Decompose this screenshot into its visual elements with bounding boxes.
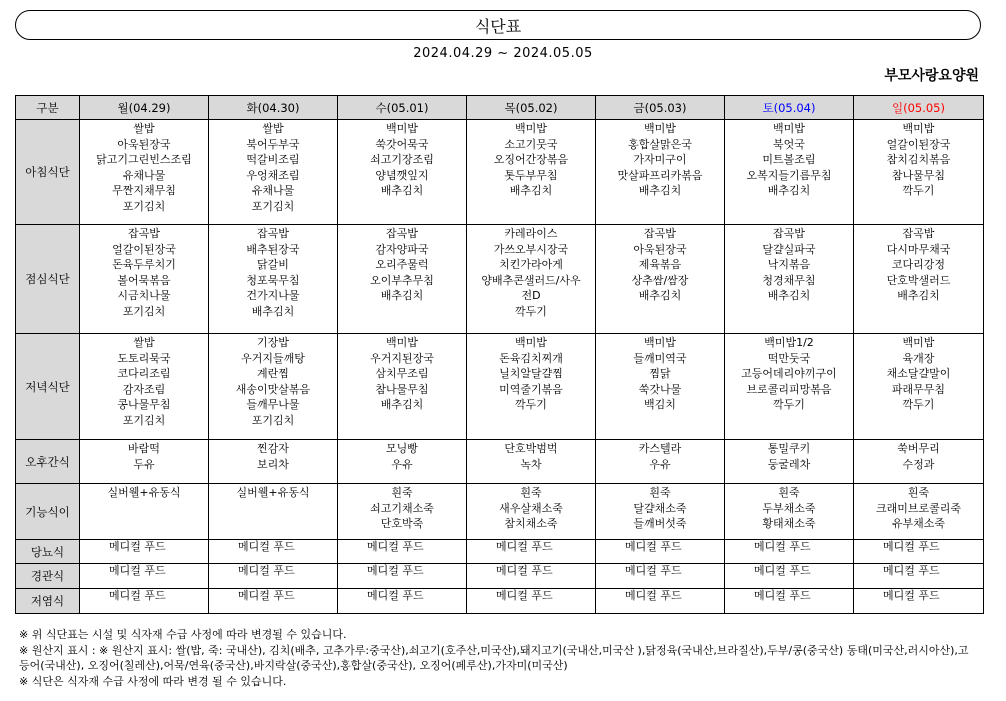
- menu-item: 단호박범벅: [504, 442, 558, 455]
- menu-item: 코다리강정: [891, 258, 946, 271]
- menu-item: 들깨미역국: [633, 351, 687, 365]
- menu-cell: [338, 334, 467, 440]
- menu-item: 무짠지채무침: [112, 184, 176, 197]
- meal-row: [16, 334, 984, 440]
- menu-cell: [854, 334, 984, 440]
- menu-item: 미트볼조림: [762, 153, 816, 166]
- menu-item: 오복지들기름무침: [746, 168, 832, 182]
- menu-item: 포기김치: [251, 413, 295, 427]
- menu-item: 돈육김치찌개: [499, 351, 563, 365]
- menu-item: 오리주물럭: [375, 258, 429, 271]
- notes: [19, 627, 979, 689]
- menu-item: 찐감자: [257, 442, 289, 455]
- menu-cell: [467, 225, 596, 334]
- menu-item: 달걀채소죽: [633, 501, 687, 515]
- menu-item: 양배추콘샐러드/사우: [481, 273, 581, 287]
- menu-item: 유채나물: [122, 168, 166, 182]
- menu-item: 북엇국: [773, 137, 805, 151]
- menu-cell: [854, 484, 984, 540]
- menu-item: 둥굴레차: [767, 457, 811, 471]
- menu-item: 들깨버섯죽: [633, 517, 687, 530]
- menu-item: 파래무무침: [891, 382, 946, 396]
- menu-item: 배추김치: [380, 289, 424, 302]
- menu-item: 얼갈이된장국: [886, 137, 951, 151]
- menu-item: 백미밥: [386, 336, 418, 349]
- meal-row: [16, 440, 984, 484]
- menu-item: 백미밥1/2: [764, 336, 814, 349]
- medical-food-cell: 메디컬 푸드: [209, 564, 338, 589]
- day-header-sunday: 일(05.05): [854, 96, 984, 120]
- menu-item: 시금치나물: [117, 289, 171, 302]
- menu-item: 흰죽: [649, 486, 671, 499]
- menu-item: 새송이맛살볶음: [235, 382, 311, 396]
- menu-item: 흰죽: [520, 486, 542, 499]
- menu-item: 오징어간장볶음: [493, 153, 569, 166]
- menu-item: 얼갈이된장국: [112, 242, 176, 256]
- menu-item: 아욱된장국: [633, 242, 687, 256]
- menu-item: 백미밥: [386, 122, 418, 135]
- menu-item: 잡곡밥: [128, 227, 160, 240]
- medical-food-cell: 메디컬 푸드: [725, 540, 854, 564]
- menu-cell: [338, 484, 467, 540]
- menu-item: 감자양파국: [375, 242, 429, 256]
- menu-item: 실버웰+유동식: [107, 486, 181, 499]
- medical-food-cell: 메디컬 푸드: [338, 540, 467, 564]
- menu-item: 아욱된장국: [117, 137, 171, 151]
- menu-item: 배추김치: [380, 398, 424, 411]
- menu-item: 들깨무나물: [246, 398, 300, 411]
- menu-cell: [596, 484, 725, 540]
- menu-item: 쑥갓나물: [638, 382, 682, 396]
- medical-food-cell: 메디컬 푸드: [854, 589, 984, 614]
- note-line: ※ 위 식단표는 시설 및 식자재 수급 사정에 따라 변경될 수 있습니다.: [19, 628, 347, 641]
- menu-item: 유부채소죽: [891, 517, 946, 530]
- menu-item: 크래미브로콜리죽: [875, 501, 961, 515]
- note-line: ※ 식단은 식자재 수급 사정에 따라 변경 될 수 있습니다.: [19, 674, 287, 688]
- menu-item: 포기김치: [122, 304, 166, 318]
- menu-item: 배추김치: [509, 184, 553, 197]
- menu-item: 쑥갓어묵국: [375, 137, 429, 151]
- menu-item: 가자미구이: [633, 153, 687, 166]
- meal-row: [16, 225, 984, 334]
- menu-item: 실버웰+유동식: [236, 486, 310, 499]
- menu-item: 잡곡밥: [644, 227, 676, 240]
- menu-cell: [725, 484, 854, 540]
- menu-item: 찜닭: [649, 367, 671, 380]
- menu-item: 우유: [649, 457, 671, 471]
- menu-item: 참치김치볶음: [886, 153, 951, 166]
- medical-food-cell: 메디컬 푸드: [80, 540, 209, 564]
- special-diet-row: [16, 589, 984, 614]
- menu-item: 고등어데리야끼구이: [741, 367, 837, 380]
- menu-item: 전D: [521, 289, 541, 302]
- menu-item: 홍합살맑은국: [628, 137, 692, 151]
- menu-item: 잡곡밥: [257, 227, 289, 240]
- menu-item: 브로콜리피망볶음: [746, 382, 832, 396]
- menu-cell: [80, 225, 209, 334]
- menu-item: 청포묵무침: [246, 273, 300, 287]
- menu-item: 쇠고기채소죽: [370, 501, 434, 515]
- menu-item: 콩나물무침: [117, 398, 171, 411]
- note-line: ※ 원산지 표시 : ※ 원산지 표시: 쌀(밥, 죽: 국내산), 김치(배추, 고추가루:중국산),쇠고기(호주산,미국산),돼지고기(국내산,미국산 ),닭정육(국내산,브라질산),두부/콩(중국산) 동태(미국산,러시아산),고등어(국내산), 오징어(칠레산),어묵/연육(중국산),바지락살(중국산),홍합살(중국산), 오징어(페루산),가자미(미국산): [19, 643, 969, 672]
- menu-item: 제육볶음: [638, 258, 682, 271]
- menu-item: 가쓰오부시장국: [493, 242, 569, 256]
- menu-item: 황태채소죽: [762, 517, 816, 530]
- menu-item: 쌀밥: [133, 336, 155, 349]
- menu-item: 북어두부국: [246, 137, 300, 151]
- menu-period: 2024.04.29 ~ 2024.05.05: [413, 46, 593, 61]
- menu-cell: [467, 120, 596, 225]
- menu-item: 감자조림: [122, 382, 166, 396]
- special-diet-label: 경관식: [16, 564, 80, 589]
- menu-item: 백미밥: [515, 336, 547, 349]
- medical-food-cell: 메디컬 푸드: [209, 540, 338, 564]
- menu-item: 우거지들깨탕: [241, 351, 305, 365]
- menu-item: 배추된장국: [246, 242, 300, 256]
- menu-item: 볼어묵볶음: [117, 273, 171, 287]
- menu-table: [15, 95, 984, 614]
- menu-item: 두유: [133, 457, 155, 471]
- menu-item: 맛살파프리카볶음: [617, 168, 703, 182]
- page-title: 식단표: [15, 10, 981, 40]
- menu-item: 백미밥: [902, 122, 935, 135]
- menu-cell: [80, 440, 209, 484]
- menu-item: 배추김치: [767, 184, 811, 197]
- menu-cell: [596, 440, 725, 484]
- medical-food-cell: 메디컬 푸드: [80, 564, 209, 589]
- menu-cell: [209, 120, 338, 225]
- menu-item: 백미밥: [902, 336, 935, 349]
- menu-item: 흰죽: [778, 486, 800, 499]
- menu-cell: [596, 334, 725, 440]
- menu-item: 백김치: [644, 398, 676, 411]
- menu-item: 삼치무조림: [375, 367, 429, 380]
- menu-item: 바람떡: [128, 442, 160, 455]
- medical-food-cell: 메디컬 푸드: [725, 564, 854, 589]
- menu-item: 흰죽: [391, 486, 413, 499]
- medical-food-cell: 메디컬 푸드: [467, 589, 596, 614]
- menu-item: 카레라이스: [504, 227, 558, 240]
- menu-item: 미역줄기볶음: [499, 382, 563, 396]
- menu-item: 잡곡밥: [386, 227, 418, 240]
- menu-item: 보리차: [257, 457, 289, 471]
- menu-cell: [467, 484, 596, 540]
- medical-food-cell: 메디컬 푸드: [338, 589, 467, 614]
- menu-cell: [854, 120, 984, 225]
- menu-cell: [596, 120, 725, 225]
- menu-item: 단호박샐러드: [886, 273, 951, 287]
- menu-item: 쑥버무리: [897, 442, 940, 455]
- special-diet-label: 저염식: [16, 589, 80, 614]
- menu-item: 떡갈비조림: [246, 153, 300, 166]
- menu-item: 참나물무침: [891, 168, 946, 182]
- menu-item: 녹차: [520, 457, 542, 471]
- menu-item: 깍두기: [902, 398, 935, 411]
- menu-item: 수정과: [902, 457, 935, 471]
- menu-item: 건가지나물: [246, 289, 300, 302]
- menu-item: 도토리묵국: [117, 351, 171, 365]
- special-diet-row: [16, 564, 984, 589]
- menu-item: 깍두기: [902, 184, 935, 197]
- menu-cell: [725, 120, 854, 225]
- meal-row-label: 기능식이: [16, 484, 80, 540]
- menu-cell: [209, 334, 338, 440]
- menu-cell: [209, 440, 338, 484]
- menu-item: 돈육두루치기: [112, 258, 176, 271]
- menu-cell: [725, 440, 854, 484]
- special-diet-row: [16, 540, 984, 564]
- day-header: 월(04.29): [80, 96, 209, 120]
- menu-item: 우유: [391, 457, 413, 471]
- menu-item: 양념깻잎지: [375, 168, 429, 182]
- menu-item: 채소달걀말이: [886, 367, 951, 380]
- medical-food-cell: 메디컬 푸드: [725, 589, 854, 614]
- menu-item: 배추김치: [380, 184, 424, 197]
- menu-cell: [80, 120, 209, 225]
- menu-item: 닭갈비: [257, 258, 289, 271]
- menu-item: 쇠고기장조림: [370, 153, 434, 166]
- menu-cell: [209, 225, 338, 334]
- medical-food-cell: 메디컬 푸드: [80, 589, 209, 614]
- special-diet-label: 당뇨식: [16, 540, 80, 564]
- menu-cell: [725, 225, 854, 334]
- menu-item: 깍두기: [773, 398, 805, 411]
- menu-item: 낙지볶음: [767, 258, 811, 271]
- menu-item: 상추쌈/쌈장: [631, 273, 689, 287]
- meal-row-label: 오후간식: [16, 440, 80, 484]
- menu-item: 백미밥: [773, 122, 805, 135]
- menu-item: 모닝빵: [386, 442, 418, 455]
- day-header: 수(05.01): [338, 96, 467, 120]
- menu-cell: [854, 440, 984, 484]
- menu-item: 코다리조림: [117, 367, 171, 380]
- menu-item: 배추김치: [767, 289, 811, 302]
- meal-row-label: 점심식단: [16, 225, 80, 334]
- menu-item: 깍두기: [515, 304, 547, 318]
- menu-cell: [80, 334, 209, 440]
- menu-item: 다시마무채국: [886, 242, 951, 256]
- menu-item: 참치채소죽: [504, 517, 558, 530]
- facility-name: 부모사랑요양원: [884, 68, 979, 84]
- menu-cell: [338, 225, 467, 334]
- menu-item: 잡곡밥: [902, 227, 935, 240]
- day-header-saturday: 토(05.04): [725, 96, 854, 120]
- menu-cell: [467, 440, 596, 484]
- menu-item: 오이부추무침: [370, 273, 434, 287]
- day-header: 화(04.30): [209, 96, 338, 120]
- menu-item: 쌀밥: [262, 122, 284, 135]
- medical-food-cell: 메디컬 푸드: [854, 564, 984, 589]
- menu-item: 계란찜: [257, 367, 289, 380]
- meal-row-label: 아침식단: [16, 120, 80, 225]
- menu-item: 배추김치: [638, 184, 682, 197]
- menu-item: 배추김치: [638, 289, 682, 302]
- menu-item: 포기김치: [122, 199, 166, 213]
- menu-item: 떡만둣국: [767, 351, 811, 365]
- menu-item: 두부채소죽: [762, 501, 816, 515]
- menu-item: 닐치알달걀찜: [499, 367, 563, 380]
- menu-item: 새우살채소죽: [499, 501, 563, 515]
- medical-food-cell: 메디컬 푸드: [467, 564, 596, 589]
- menu-item: 유채나물: [251, 184, 295, 197]
- menu-item: 톳두부무침: [504, 168, 558, 182]
- table-header-row: [16, 96, 984, 120]
- medical-food-cell: 메디컬 푸드: [854, 540, 984, 564]
- menu-item: 배추김치: [897, 289, 940, 302]
- menu-item: 닭고기그린빈스조림: [96, 153, 192, 166]
- menu-item: 단호박죽: [380, 517, 424, 530]
- menu-cell: [338, 440, 467, 484]
- menu-cell: [596, 225, 725, 334]
- menu-item: 우엉채조림: [246, 168, 300, 182]
- medical-food-cell: 메디컬 푸드: [596, 589, 725, 614]
- meal-row: [16, 484, 984, 540]
- menu-item: 카스텔라: [638, 442, 682, 455]
- menu-item: 백미밥: [644, 122, 676, 135]
- meal-row-label: 저녁식단: [16, 334, 80, 440]
- day-header: 금(05.03): [596, 96, 725, 120]
- menu-item: 포기김치: [251, 199, 295, 213]
- menu-cell: [854, 225, 984, 334]
- menu-item: 소고기뭇국: [504, 137, 558, 151]
- header-corner: 구분: [16, 96, 80, 120]
- medical-food-cell: 메디컬 푸드: [596, 564, 725, 589]
- menu-item: 쌀밥: [133, 122, 155, 135]
- menu-item: 달걀실파국: [762, 242, 816, 256]
- medical-food-cell: 메디컬 푸드: [338, 564, 467, 589]
- medical-food-cell: 메디컬 푸드: [467, 540, 596, 564]
- menu-cell: [338, 120, 467, 225]
- menu-item: 백미밥: [515, 122, 547, 135]
- menu-item: 포기김치: [122, 413, 166, 427]
- medical-food-cell: 메디컬 푸드: [596, 540, 725, 564]
- menu-item: 참나물무침: [375, 382, 429, 396]
- menu-item: 잡곡밥: [773, 227, 805, 240]
- menu-item: 백미밥: [644, 336, 676, 349]
- menu-cell: [467, 334, 596, 440]
- menu-item: 배추김치: [251, 304, 295, 318]
- menu-item: 기장밥: [257, 336, 289, 349]
- menu-item: 우거지된장국: [370, 351, 434, 365]
- menu-item: 흰죽: [907, 486, 930, 499]
- menu-cell: [725, 334, 854, 440]
- menu-item: 육개장: [902, 351, 935, 365]
- menu-cell: [209, 484, 338, 540]
- meal-row: [16, 120, 984, 225]
- menu-item: 통밀쿠키: [767, 442, 811, 455]
- menu-item: 청경채무침: [762, 273, 816, 287]
- menu-item: 치킨가라아게: [499, 258, 563, 271]
- menu-cell: [80, 484, 209, 540]
- menu-item: 깍두기: [515, 398, 547, 411]
- day-header: 목(05.02): [467, 96, 596, 120]
- medical-food-cell: 메디컬 푸드: [209, 589, 338, 614]
